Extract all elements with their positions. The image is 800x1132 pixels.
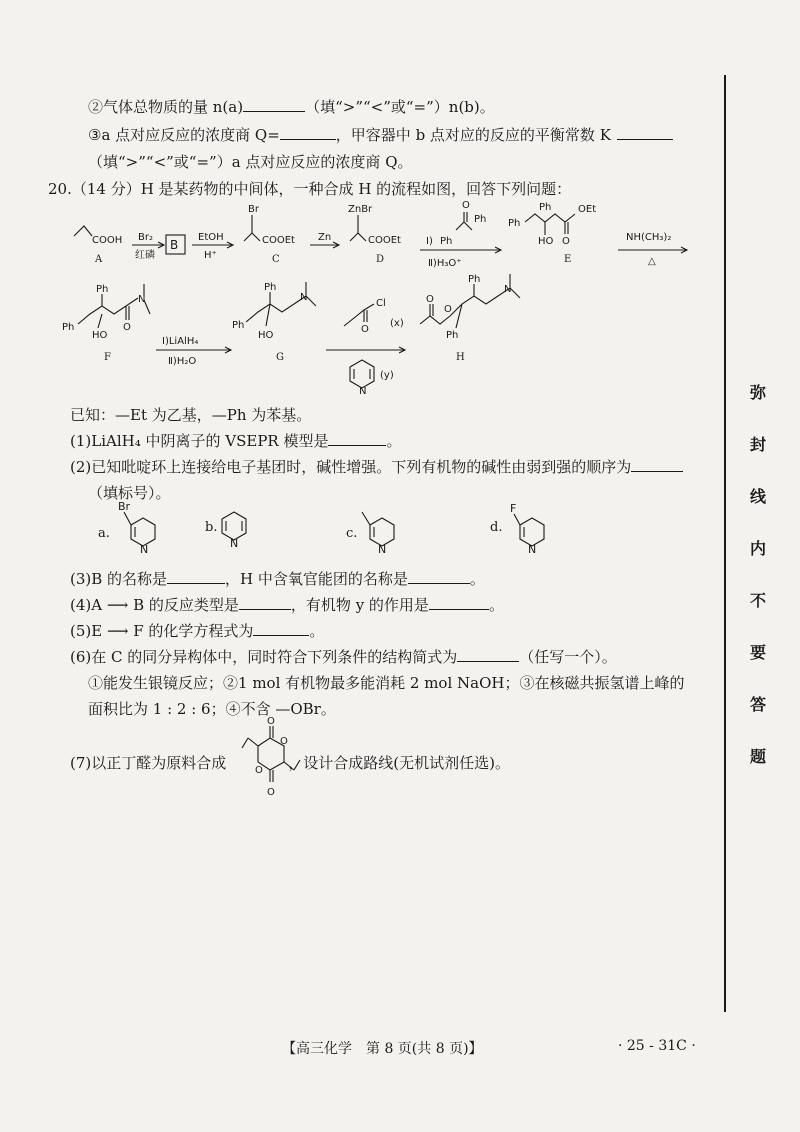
r4-top: Ⅰ) <box>426 236 433 247</box>
q19-l4-text: （填“>”“<”或“=”）a 点对应反应的浓度商 Q。 <box>88 153 413 171</box>
q19-l2-text-a: ②气体总物质的量 n(a) <box>88 98 244 116</box>
E-ho: HO <box>538 236 554 247</box>
p3-end: 。 <box>469 570 485 588</box>
H-n: N <box>504 284 512 295</box>
margin-char: 题 <box>750 747 767 766</box>
margin-char: 内 <box>750 539 767 558</box>
r2-bot: H⁺ <box>204 250 217 261</box>
p6-text-b: （任写一个）。 <box>519 648 617 666</box>
option-b-label: b. <box>205 520 218 535</box>
p1-text: (1)LiAlH₄ 中阴离子的 VSEPR 模型是 <box>70 432 329 450</box>
p7-text-b: ，设计合成路线(无机试剂任选)。 <box>288 754 510 772</box>
F-ph1: Ph <box>96 284 109 295</box>
H-label: H <box>456 352 465 363</box>
A-label: A <box>95 254 103 265</box>
y-n: N <box>359 386 367 397</box>
sealing-line-margin <box>712 0 800 1132</box>
E-oet: OEt <box>578 204 597 215</box>
D-label: D <box>376 254 385 265</box>
margin-char: 答 <box>750 695 767 714</box>
p1-end: 。 <box>386 432 402 450</box>
r3-top: Zn <box>318 232 332 243</box>
F-n: N <box>138 294 146 305</box>
F-ho: HO <box>92 330 108 341</box>
r2-top: EtOH <box>198 232 224 243</box>
G-n: N <box>300 292 308 303</box>
F-label: F <box>104 352 111 363</box>
paper-code: · 25 - 31C · <box>618 1038 696 1054</box>
p2-text: (2)已知吡啶环上连接给电子基团时，碱性增强。下列有机物的碱性由弱到强的顺序为 <box>70 458 632 476</box>
lactide-o-bottom: O <box>267 787 275 798</box>
option-d-label: d. <box>490 520 503 535</box>
F-ph2: Ph <box>62 322 75 333</box>
C-ester: COOEt <box>262 235 295 246</box>
margin-char: 线 <box>750 487 767 506</box>
C-label: C <box>272 254 280 265</box>
y-label: (y) <box>380 370 394 381</box>
r4-ketone-ph: Ph <box>440 236 453 247</box>
H-o2: O <box>426 294 434 305</box>
option-a-n: N <box>140 543 149 556</box>
r5-top: NH(CH₃)₂ <box>626 232 672 243</box>
p4-text-a: (4)A ⟶ B 的反应类型是 <box>70 596 239 614</box>
margin-char: 封 <box>750 435 767 454</box>
p7-text-a: (7)以正丁醛为原料合成 <box>70 754 227 772</box>
E-ph1: Ph <box>508 218 521 229</box>
r6-top: Ⅰ)LiAlH₄ <box>162 336 199 347</box>
E-o: O <box>562 236 570 247</box>
H-ph2: Ph <box>446 330 459 341</box>
p5-text: (5)E ⟶ F 的化学方程式为 <box>70 622 254 640</box>
r4-bot: Ⅱ)H₃O⁺ <box>428 258 462 269</box>
x-label: (x) <box>390 318 404 329</box>
q20-intro: 20.（14 分）H 是某药物的中间体，一种合成 H 的流程如图，回答下列问题： <box>48 180 572 198</box>
r4-ph2: Ph <box>474 214 487 225</box>
margin-char: 要 <box>750 643 767 662</box>
sealing-line <box>724 75 726 1012</box>
option-c-label: c. <box>346 526 358 541</box>
D-ester: COOEt <box>368 235 401 246</box>
sub-question-6-conditions: ①能发生银镜反应；②1 mol 有机物最多能消耗 2 mol NaOH；③在核磁共振氢谱上峰的 <box>88 674 685 692</box>
r6-bot: Ⅱ)H₂O <box>168 356 197 367</box>
E-label: E <box>564 254 572 265</box>
H-ph1: Ph <box>468 274 481 285</box>
option-a-br: Br <box>118 500 131 513</box>
C-br: Br <box>248 204 259 215</box>
G-ph1: Ph <box>264 282 277 293</box>
option-b-n: N <box>230 537 239 550</box>
E-ph2: Ph <box>539 202 552 213</box>
p3-text-a: (3)B 的名称是 <box>70 570 168 588</box>
lactide-o-ring2: O <box>255 765 263 776</box>
option-d-n: N <box>528 543 537 556</box>
x-cl: Cl <box>376 298 386 309</box>
lactide-o-top: O <box>267 716 275 727</box>
F-o: O <box>123 322 131 333</box>
p4-text-b: ，有机物 y 的作用是 <box>290 596 429 614</box>
q19-l3-text-a: ③a 点对应反应的浓度商 Q= <box>88 126 280 144</box>
option-a-label: a. <box>98 526 110 541</box>
r4-ketone-o: O <box>462 200 470 211</box>
G-label: G <box>276 352 284 363</box>
B-box-label: B <box>170 238 179 252</box>
r5-bot: △ <box>648 256 656 267</box>
lactide-o-ring1: O <box>280 736 288 747</box>
margin-char: 弥 <box>750 383 767 402</box>
option-c-n: N <box>378 543 387 556</box>
x-o: O <box>361 324 369 335</box>
sub-question-2-cont: （填标号）。 <box>88 484 171 502</box>
p4-end: 。 <box>488 596 504 614</box>
H-o1: O <box>444 304 452 315</box>
A-formula: COOH <box>92 235 123 246</box>
r1-bot: 红磷 <box>135 250 155 261</box>
q19-l3-text-b: ，甲容器中 b 点对应的反应的平衡常数 K <box>335 126 611 144</box>
option-d-f: F <box>510 502 517 515</box>
p6-text-a: (6)在 C 的同分异构体中，同时符合下列条件的结构简式为 <box>70 648 458 666</box>
margin-char: 不 <box>750 591 767 610</box>
p5-end: 。 <box>309 622 325 640</box>
r1-top: Br₂ <box>138 232 153 243</box>
p3-text-b: ，H 中含氧官能团的名称是 <box>225 570 408 588</box>
sub-question-6-conditions-cont: 面积比为 1 : 2 : 6；④不含 —OBr。 <box>88 700 336 718</box>
D-znbr: ZnBr <box>348 204 373 215</box>
G-ho: HO <box>258 330 274 341</box>
q19-l2-text-b: （填“>”“<”或“=”）n(b)。 <box>305 98 495 116</box>
known-info: 已知：—Et 为乙基，—Ph 为苯基。 <box>70 406 312 424</box>
page-footer: 【高三化学 第 8 页(共 8 页)】 <box>282 1041 483 1057</box>
G-ph2: Ph <box>232 320 245 331</box>
